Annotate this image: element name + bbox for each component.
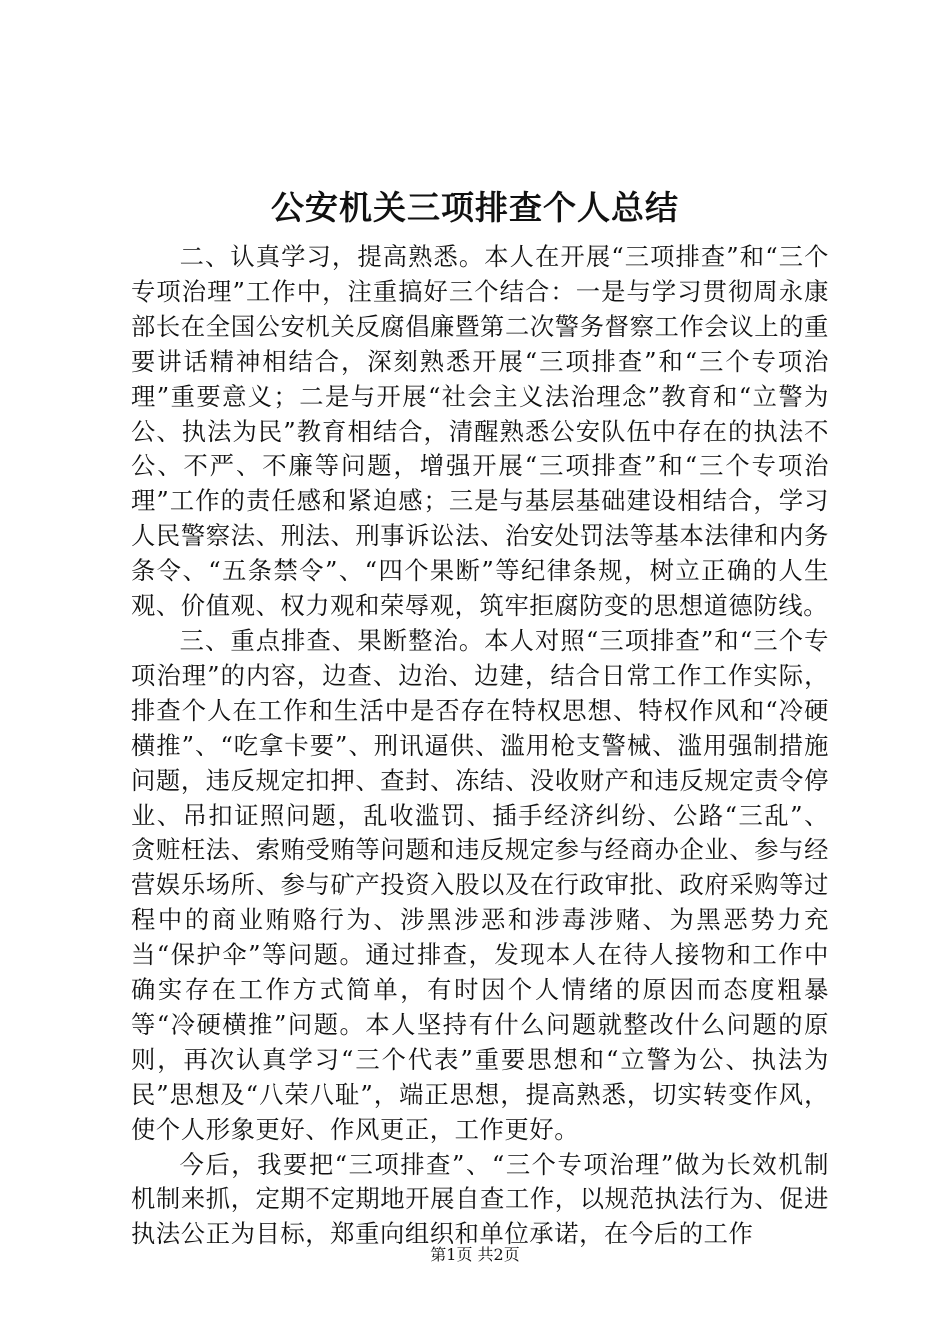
paragraph: 三、重点排查、果断整治。本人对照“三项排查”和“三个专项治理”的内容，边查、边治、边建，结合日常工作工作实际，排查个人在工作和生活中是否存在特权思想、特权作风和“冷硬横推”、“吃拿卡要”、刑讯逼供、滥用枪支警械、滥用强制措施问题，违反规定扣押、查封、冻结、没收财产和违反规定责令停业、吊扣证照问题，乱收滥罚、插手经济纠纷、公路“三乱”、贪赃枉法、索贿受贿等问题和违反规定参与经商办企业、参与经营娱乐场所、参与矿产投资入股以及在行政审批、政府采购等过程中的商业贿赂行为、涉黑涉恶和涉毒涉赌、为黑恶势力充当“保护伞”等问题。通过排查，发现本人在待人接物和工作中确实存在工作方式简单，有时因个人情绪的原因而态度粗暴等“冷硬横推”问题。本人坚持有什么问题就整改什么问题的原则，再次认真学习“三个代表”重要思想和“立警为公、执法为民”思想及“八荣八耻”，端正思想，提高熟悉，切实转变作风，使个人形象更好、作风更正，工作更好。: [131, 625, 829, 1144]
document-body: [131, 240, 829, 1252]
document-title: 公安机关三项排查个人总结: [271, 188, 679, 227]
paragraph: 今后，我要把“三项排查”、“三个专项治理”做为长效机制机制来抓，定期不定期地开展自查工作，以规范执法行为、促进执法公正为目标，郑重向组织和单位承诺，在今后的工作: [131, 1149, 829, 1249]
paragraph: 二、认真学习，提高熟悉。本人在开展“三项排查”和“三个专项治理”工作中，注重搞好三个结合：一是与学习贯彻周永康部长在全国公安机关反腐倡廉暨第二次警务督察工作会议上的重要讲话精神相结合，深刻熟悉开展“三项排查”和“三个专项治理”重要意义；二是与开展“社会主义法治理念”教育和“立警为公、执法为民”教育相结合，清醒熟悉公安队伍中存在的执法不公、不严、不廉等问题，增强开展“三项排查”和“三个专项治理”工作的责任感和紧迫感；三是与基层基础建设相结合，学习人民警察法、刑法、刑事诉讼法、治安处罚法等基本法律和内务条令、“五条禁令”、“四个果断”等纪律条规，树立正确的人生观、价值观、权力观和荣辱观，筑牢拒腐防变的思想道德防线。: [131, 242, 829, 621]
page-footer: 第1页 共2页: [430, 1245, 520, 1264]
